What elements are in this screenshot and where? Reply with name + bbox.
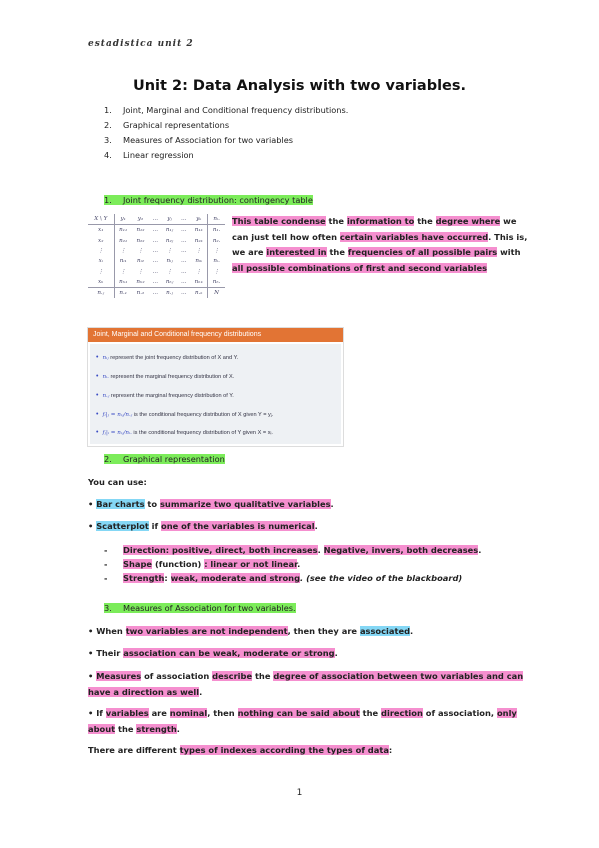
- table-cell: y₂: [132, 214, 149, 225]
- you-can-use-label: You can use:: [88, 477, 147, 487]
- table-cell: nₕ₁: [119, 278, 128, 285]
- table-cell: n.₂: [132, 288, 149, 299]
- table-cell: ⋮: [195, 248, 202, 255]
- table-description: [232, 214, 527, 276]
- table-row: [88, 288, 225, 299]
- slide-text: represent the marginal frequency distribution of Y.: [110, 393, 234, 399]
- table-cell: X \ Y: [88, 214, 114, 225]
- table-cell: …: [181, 248, 187, 255]
- section-heading-1: [104, 195, 313, 205]
- table-row: [88, 236, 225, 246]
- bullet-measures: • Measures of association describe the degree of association between two variables and can have a direction as well.: [88, 671, 524, 697]
- table-row: [88, 256, 225, 266]
- types-of-indexes: There are different types of indexes according the types of data:: [88, 745, 393, 755]
- toc-item: [104, 148, 348, 163]
- slide-item: [96, 392, 234, 399]
- section-text: Measures of Association for two variables.: [123, 603, 296, 613]
- slide-item: [96, 354, 238, 361]
- table-cell: n₂ⱼ: [165, 237, 174, 244]
- table-cell: n₂₁: [119, 237, 128, 244]
- slide-body: [90, 344, 341, 444]
- table-cell: ⋮: [120, 268, 127, 275]
- section-heading-2: [104, 454, 225, 464]
- table-row: [88, 214, 225, 225]
- slide-item: [96, 411, 273, 418]
- table-cell: nₕₖ: [194, 278, 203, 285]
- table-cell: n₁ₖ: [194, 227, 203, 234]
- table-cell: nᵢₖ: [195, 258, 203, 265]
- toc-item: [104, 118, 348, 133]
- table-cell: yₖ: [190, 214, 208, 225]
- table-cell: xᵢ: [88, 256, 114, 266]
- slide-text: is the conditional frequency distribution of X given Y = yⱼ.: [133, 412, 274, 418]
- table-cell: ⋮: [137, 268, 144, 275]
- table-cell: …: [181, 237, 187, 244]
- table-cell: …: [181, 227, 187, 234]
- document-header: estadistica unit 2: [88, 39, 194, 49]
- section-heading-3: [104, 603, 296, 613]
- section-text: Joint frequency distribution: contingency table: [123, 195, 313, 205]
- table-cell: …: [181, 268, 187, 275]
- table-cell: ⋮: [120, 248, 127, 255]
- bullet-bar-charts: • Bar charts to summarize two qualitative variables.: [88, 499, 334, 509]
- table-row: [88, 277, 225, 288]
- table-cell: x₁: [88, 225, 114, 236]
- toc-number: 2.: [104, 120, 112, 130]
- table-cell: ⋮: [166, 248, 173, 255]
- table-cell: nₕⱼ: [165, 278, 174, 285]
- table-cell: n₁₂: [136, 227, 145, 234]
- toc-text: Joint, Marginal and Conditional frequency distributions.: [123, 105, 349, 115]
- dash-shape: - Shape (function) : linear or not linear.: [104, 559, 301, 569]
- table-cell: …: [181, 278, 187, 285]
- table-cell: …: [152, 278, 159, 285]
- table-cell: nᵢ.: [208, 214, 225, 225]
- section-number: 1.: [104, 195, 112, 205]
- table-cell: n.ₖ: [190, 288, 208, 299]
- para-line: we are interested in the frequencies of all possible pairs with: [232, 247, 521, 257]
- table-cell: ⋮: [166, 268, 173, 275]
- contingency-table-image: [88, 214, 225, 310]
- table-cell: yⱼ: [162, 214, 178, 225]
- table-cell: n₁₁: [119, 227, 128, 234]
- table-row: [88, 225, 225, 236]
- toc-text: Graphical representations: [123, 120, 230, 130]
- slide-image: [87, 327, 344, 447]
- table-cell: …: [152, 227, 159, 234]
- table-of-contents: [104, 103, 348, 163]
- section-number: 3.: [104, 603, 112, 613]
- table-cell: …: [152, 268, 159, 275]
- table-cell: N: [208, 288, 225, 299]
- table-cell: n₁.: [208, 225, 225, 236]
- bullet-associated: • When two variables are not independent, then they are associated.: [88, 626, 414, 636]
- slide-item: [96, 373, 234, 380]
- table-cell: n.ⱼ: [162, 288, 178, 299]
- table-cell: n.ⱼ: [88, 288, 114, 299]
- toc-text: Linear regression: [123, 150, 194, 160]
- table-cell: …: [178, 214, 191, 225]
- toc-number: 1.: [104, 105, 112, 115]
- table-cell: …: [152, 248, 159, 255]
- table-cell: …: [149, 288, 162, 299]
- bullet-strength: • Their association can be weak, moderate or strong.: [88, 648, 338, 658]
- table-cell: nₕ₂: [136, 278, 145, 285]
- page-title: Unit 2: Data Analysis with two variables.: [132, 78, 467, 94]
- table-cell: xₕ: [88, 277, 114, 288]
- table-row: [88, 246, 225, 256]
- table-cell: ⋮: [195, 268, 202, 275]
- slide-symbol: nᵢ.: [102, 374, 109, 380]
- table-cell: ⋮: [88, 246, 114, 256]
- table-cell: nᵢ₁: [119, 258, 127, 265]
- section-number: 2.: [104, 454, 112, 464]
- table-cell: x₂: [88, 236, 114, 246]
- slide-symbol: nᵢⱼ: [102, 355, 109, 361]
- bullet-nominal: • If variables are nominal, then nothing can be said about the direction of association, only about the strength.: [88, 708, 517, 734]
- para-line: all possible combinations of first and second variables: [232, 262, 488, 273]
- bullet-scatterplot: • Scatterplot if one of the variables is numerical.: [88, 521, 318, 531]
- table-cell: …: [152, 258, 159, 265]
- slide-text: represent the marginal frequency distribution of X.: [110, 374, 235, 380]
- table-cell: nᵢ₂: [136, 258, 144, 265]
- slide-symbol: n.ⱼ: [102, 393, 110, 399]
- table-cell: ⋮: [208, 246, 225, 256]
- table-cell: …: [152, 237, 159, 244]
- slide-symbol: fⱼ|ᵢ = nᵢⱼ/nᵢ.: [102, 430, 132, 436]
- table-cell: y₁: [114, 214, 132, 225]
- table-cell: n₂ₖ: [194, 237, 203, 244]
- table-cell: nᵢ.: [208, 256, 225, 266]
- table-cell: nₕ.: [208, 277, 225, 288]
- table-cell: …: [181, 258, 187, 265]
- slide-text: is the conditional frequency distribution of Y given X = xᵢ.: [133, 430, 273, 436]
- toc-text: Measures of Association for two variables: [123, 135, 294, 145]
- table-cell: ⋮: [137, 248, 144, 255]
- toc-item: [104, 133, 348, 148]
- slide-item: [96, 429, 273, 436]
- table-cell: n.₁: [114, 288, 132, 299]
- table-row: [88, 266, 225, 276]
- table-cell: …: [178, 288, 191, 299]
- table-cell: n₂₂: [136, 237, 145, 244]
- slide-symbol: fᵢ|ⱼ = nᵢⱼ/n.ⱼ: [102, 412, 133, 418]
- toc-number: 3.: [104, 135, 112, 145]
- table-cell: n₂.: [208, 236, 225, 246]
- table-cell: n₁ⱼ: [165, 227, 174, 234]
- dash-direction: - Direction: positive, direct, both increases. Negative, invers, both decreases.: [104, 545, 482, 555]
- para-line: can just tell how often certain variables have occurred. This is,: [232, 231, 528, 242]
- table-cell: ⋮: [208, 266, 225, 276]
- slide-text: represent the joint frequency distribution of X and Y.: [110, 355, 239, 361]
- para-line: This table condense the information to the degree where we: [232, 216, 517, 226]
- page-number: 1: [296, 788, 303, 798]
- table-cell: ⋮: [88, 266, 114, 276]
- section-text: Graphical representation: [123, 454, 225, 464]
- slide-title: Joint, Marginal and Conditional frequency distributions: [88, 328, 343, 342]
- dash-strength: - Strength: weak, moderate and strong. (see the video of the blackboard): [104, 573, 463, 583]
- table-cell: nᵢⱼ: [166, 258, 173, 265]
- toc-item: [104, 103, 348, 118]
- table-cell: …: [149, 214, 162, 225]
- toc-number: 4.: [104, 150, 112, 160]
